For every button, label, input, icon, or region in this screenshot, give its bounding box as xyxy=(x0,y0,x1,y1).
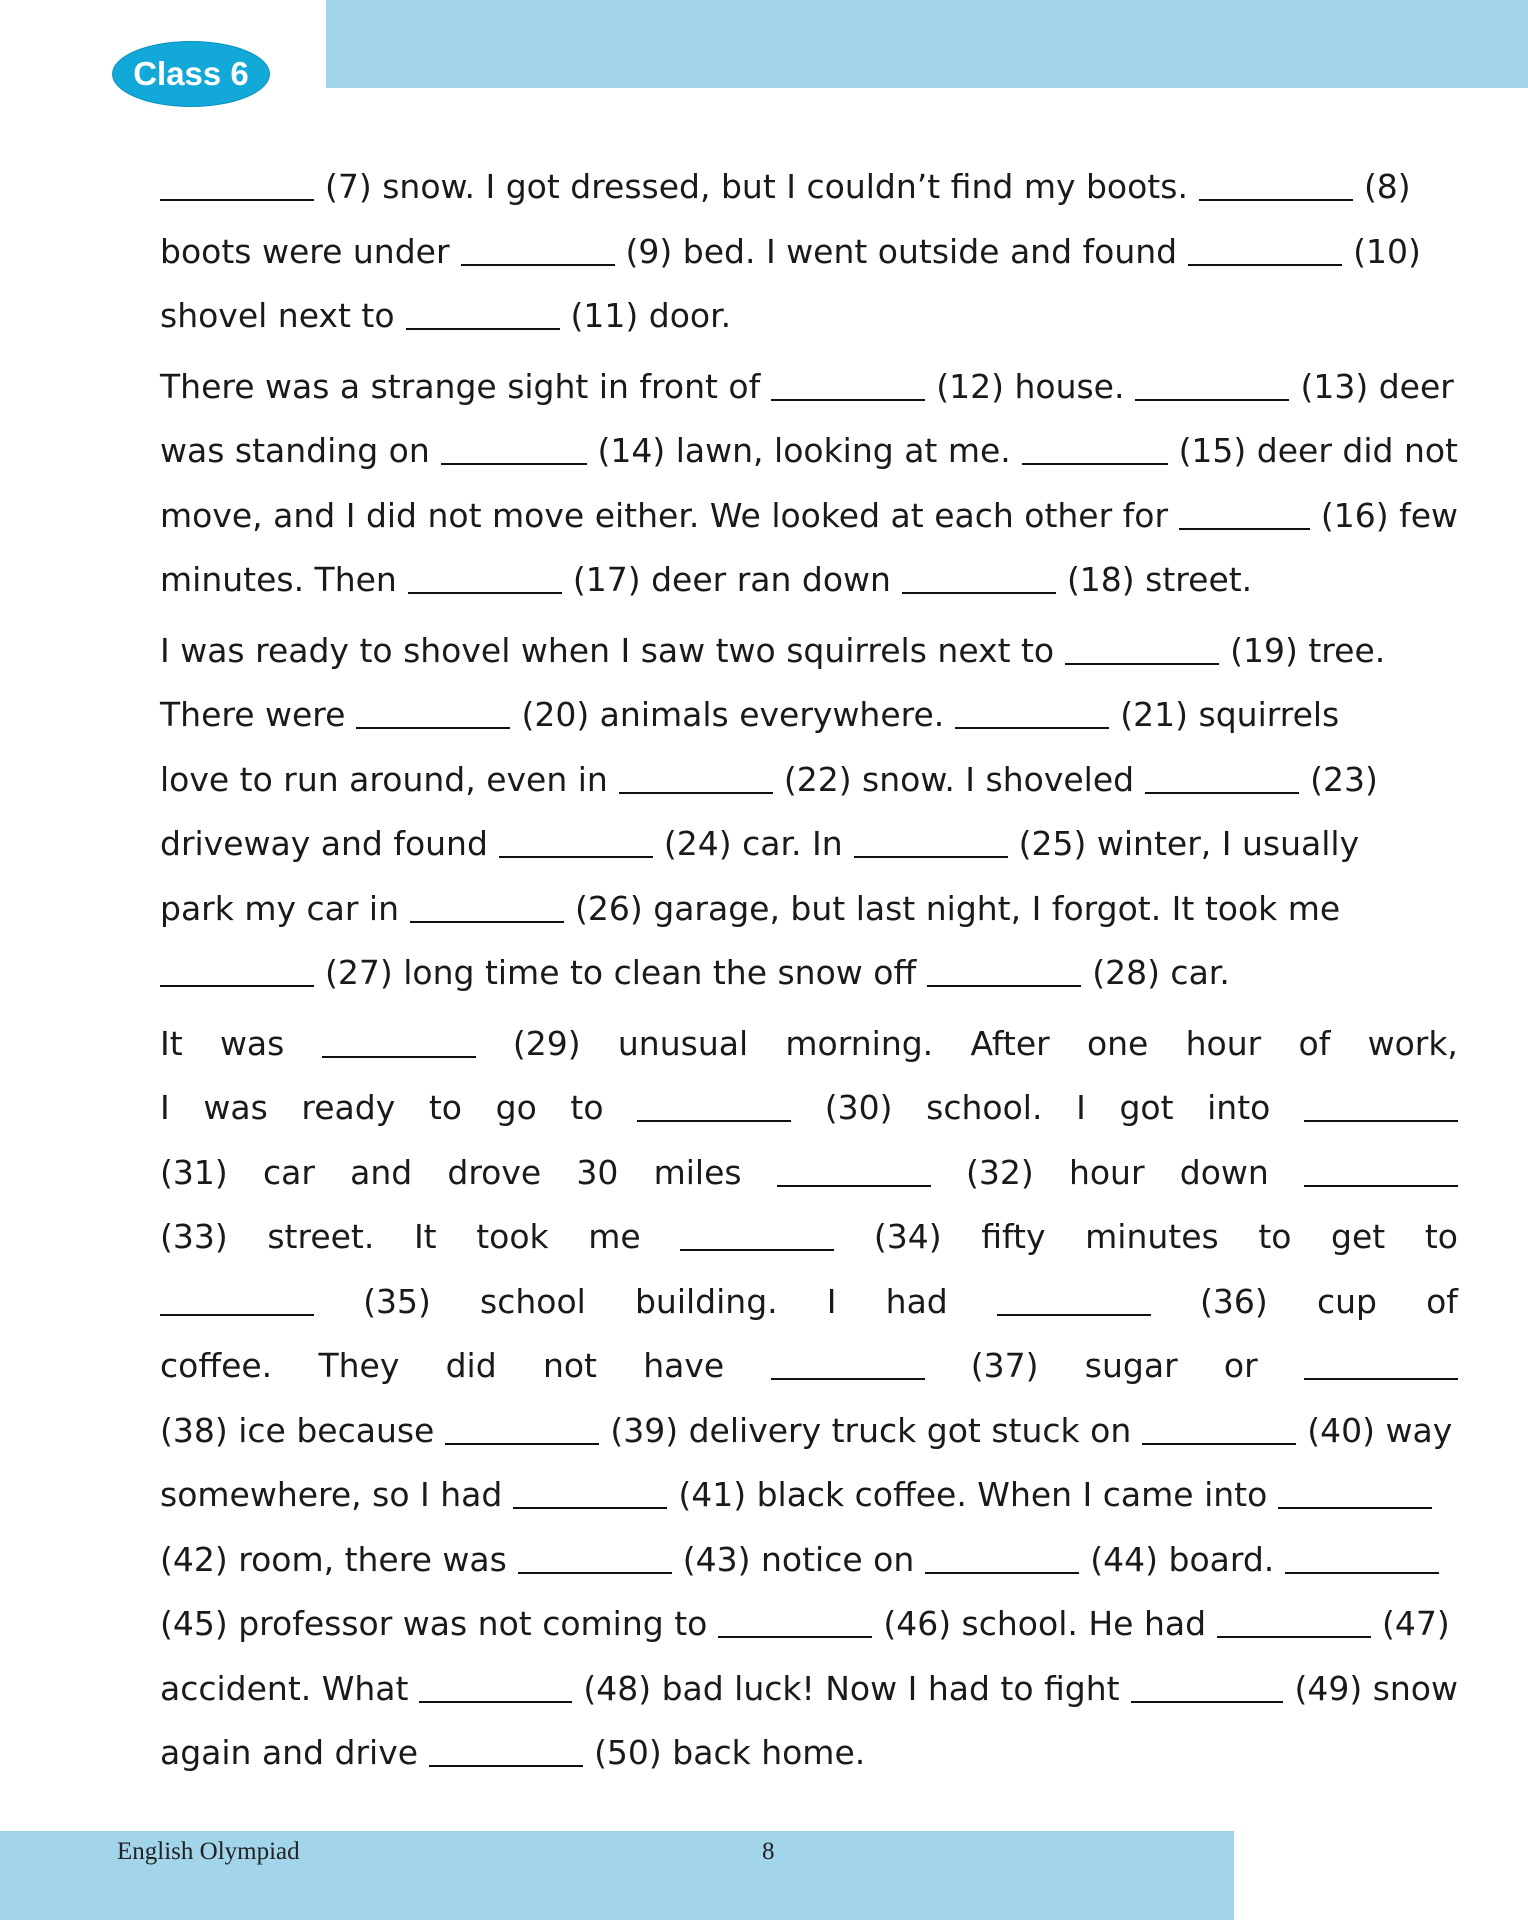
text-segment: cup xyxy=(1316,1281,1377,1321)
text-line xyxy=(160,1592,1458,1657)
answer-blank[interactable] xyxy=(1217,1636,1371,1638)
text-segment: I xyxy=(160,1088,170,1128)
text-segment: (38) ice because xyxy=(160,1410,435,1450)
text-segment: accident. What xyxy=(160,1668,409,1708)
text-segment: (16) few xyxy=(1320,495,1458,535)
paragraph xyxy=(160,355,1458,613)
text-segment: was xyxy=(219,1023,285,1063)
answer-blank[interactable] xyxy=(1022,463,1168,465)
text-segment: (43) notice on xyxy=(682,1539,915,1579)
text-segment: fifty xyxy=(981,1217,1046,1257)
text-line xyxy=(160,1141,1458,1206)
text-segment: (18) street. xyxy=(1066,560,1253,600)
text-segment: school xyxy=(480,1281,586,1321)
text-line xyxy=(160,877,1458,942)
text-segment: (25) winter, I usually xyxy=(1018,824,1360,864)
answer-blank[interactable] xyxy=(854,856,1008,858)
answer-blank[interactable] xyxy=(160,1314,314,1316)
text-segment: (22) snow. I shoveled xyxy=(783,759,1135,799)
text-segment: I xyxy=(826,1281,837,1321)
answer-blank[interactable] xyxy=(410,921,564,923)
answer-blank[interactable] xyxy=(1179,528,1310,530)
text-segment: somewhere, so I had xyxy=(160,1475,503,1515)
answer-blank[interactable] xyxy=(419,1701,572,1703)
text-segment: (32) xyxy=(966,1152,1034,1192)
text-line xyxy=(160,1076,1458,1141)
paragraph xyxy=(160,619,1458,1006)
text-segment: (12) house. xyxy=(936,366,1125,406)
answer-blank[interactable] xyxy=(1304,1185,1458,1187)
text-segment: (26) garage, but last night, I forgot. It took me xyxy=(575,888,1341,928)
text-segment: was standing on xyxy=(160,431,430,471)
text-segment: There were xyxy=(160,695,346,735)
answer-blank[interactable] xyxy=(777,1185,931,1187)
text-segment: driveway and found xyxy=(160,824,488,864)
text-line xyxy=(160,419,1458,484)
answer-blank[interactable] xyxy=(637,1120,791,1122)
text-segment: (47) xyxy=(1382,1604,1450,1644)
answer-blank[interactable] xyxy=(499,856,653,858)
text-segment: work, xyxy=(1367,1023,1458,1063)
answer-blank[interactable] xyxy=(1131,1701,1284,1703)
answer-blank[interactable] xyxy=(927,985,1081,987)
text-segment: building. xyxy=(634,1281,778,1321)
text-segment: (10) xyxy=(1353,231,1421,271)
text-segment: to xyxy=(1258,1217,1292,1257)
text-segment: ready xyxy=(301,1088,396,1128)
text-segment: got xyxy=(1119,1088,1174,1128)
text-line xyxy=(160,155,1458,220)
text-segment: minutes. Then xyxy=(160,560,397,600)
text-line xyxy=(160,1012,1458,1077)
text-segment: (35) xyxy=(363,1281,431,1321)
text-line xyxy=(160,1528,1458,1593)
text-segment: (45) professor was not coming to xyxy=(160,1604,708,1644)
answer-blank[interactable] xyxy=(445,1443,599,1445)
text-segment: street. xyxy=(267,1217,375,1257)
answer-blank[interactable] xyxy=(356,727,510,729)
answer-blank[interactable] xyxy=(518,1572,672,1574)
text-segment: (36) xyxy=(1200,1281,1268,1321)
text-line xyxy=(160,1205,1458,1270)
text-segment: (49) snow xyxy=(1294,1668,1458,1708)
text-segment: car xyxy=(262,1152,315,1192)
page-number: 8 xyxy=(762,1838,775,1865)
text-segment: (13) deer xyxy=(1300,366,1454,406)
text-segment: boots were under xyxy=(160,231,450,271)
text-segment: down xyxy=(1179,1152,1269,1192)
text-segment: (30) xyxy=(824,1088,893,1128)
answer-blank[interactable] xyxy=(771,399,925,401)
answer-blank[interactable] xyxy=(771,1378,925,1380)
answer-blank[interactable] xyxy=(1199,199,1353,201)
answer-blank[interactable] xyxy=(925,1572,1079,1574)
text-segment: minutes xyxy=(1085,1217,1219,1257)
text-segment: to xyxy=(1424,1217,1458,1257)
text-segment: (15) deer did not xyxy=(1178,431,1458,471)
text-segment: love to run around, even in xyxy=(160,759,608,799)
answer-blank[interactable] xyxy=(160,985,314,987)
text-segment: (17) deer ran down xyxy=(572,560,891,600)
text-segment: (28) car. xyxy=(1092,953,1230,993)
text-segment: (42) room, there was xyxy=(160,1539,507,1579)
answer-blank[interactable] xyxy=(955,727,1109,729)
text-segment: (23) xyxy=(1310,759,1378,799)
answer-blank[interactable] xyxy=(322,1056,476,1058)
text-segment: (21) squirrels xyxy=(1120,695,1340,735)
text-segment: go xyxy=(495,1088,537,1128)
class-badge: Class 6 xyxy=(112,41,270,107)
text-segment: (27) long time to clean the snow off xyxy=(325,953,917,993)
text-segment: There was a strange sight in front of xyxy=(160,366,761,406)
answer-blank[interactable] xyxy=(1278,1507,1432,1509)
text-segment: hour xyxy=(1185,1023,1262,1063)
paragraph xyxy=(160,1012,1458,1786)
answer-blank[interactable] xyxy=(680,1249,834,1251)
text-line xyxy=(160,812,1458,877)
text-segment: had xyxy=(885,1281,948,1321)
answer-blank[interactable] xyxy=(1304,1378,1458,1380)
answer-blank[interactable] xyxy=(1135,399,1289,401)
text-segment: miles xyxy=(653,1152,742,1192)
text-segment: (40) way xyxy=(1307,1410,1453,1450)
text-line xyxy=(160,619,1458,684)
text-segment: of xyxy=(1426,1281,1458,1321)
text-segment: not xyxy=(542,1346,597,1386)
text-line xyxy=(160,1657,1458,1722)
text-segment: (24) car. In xyxy=(663,824,843,864)
answer-blank[interactable] xyxy=(718,1636,872,1638)
text-line xyxy=(160,683,1458,748)
text-line xyxy=(160,1721,1458,1786)
text-segment: (20) animals everywhere. xyxy=(521,695,945,735)
answer-blank[interactable] xyxy=(461,264,615,266)
text-segment: (31) xyxy=(160,1152,228,1192)
text-segment: coffee. xyxy=(160,1346,273,1386)
text-segment: It xyxy=(160,1023,183,1063)
text-segment: (14) lawn, looking at me. xyxy=(597,431,1011,471)
text-line xyxy=(160,220,1458,285)
header-bar xyxy=(326,0,1528,88)
text-line xyxy=(160,748,1458,813)
text-line xyxy=(160,1334,1458,1399)
text-segment: me xyxy=(588,1217,641,1257)
text-segment: move, and I did not move either. We looked at each other for xyxy=(160,495,1169,535)
text-line xyxy=(160,484,1458,549)
answer-blank[interactable] xyxy=(1065,663,1219,665)
answer-blank[interactable] xyxy=(1304,1120,1458,1122)
text-segment: was xyxy=(203,1088,268,1128)
text-segment: (50) back home. xyxy=(594,1733,866,1773)
text-segment: (48) bad luck! Now I had to fight xyxy=(583,1668,1120,1708)
text-segment: took xyxy=(476,1217,549,1257)
text-segment: (29) xyxy=(512,1023,581,1063)
answer-blank[interactable] xyxy=(1142,1443,1296,1445)
text-segment: (44) board. xyxy=(1090,1539,1275,1579)
passage xyxy=(160,155,1458,1792)
text-segment: drove xyxy=(447,1152,542,1192)
answer-blank[interactable] xyxy=(902,592,1056,594)
text-segment: (33) xyxy=(160,1217,228,1257)
answer-blank[interactable] xyxy=(160,199,314,201)
text-line xyxy=(160,1399,1458,1464)
text-segment: again and drive xyxy=(160,1733,419,1773)
text-segment: sugar xyxy=(1084,1346,1178,1386)
text-segment: (46) school. He had xyxy=(883,1604,1207,1644)
answer-blank[interactable] xyxy=(408,592,562,594)
text-segment: park my car in xyxy=(160,888,400,928)
text-segment: of xyxy=(1298,1023,1331,1063)
text-segment: did xyxy=(445,1346,497,1386)
text-line xyxy=(160,355,1458,420)
text-segment: (41) black coffee. When I came into xyxy=(678,1475,1268,1515)
text-segment: It xyxy=(413,1217,437,1257)
text-segment: (8) xyxy=(1363,167,1411,207)
answer-blank[interactable] xyxy=(1145,792,1299,794)
text-segment: (34) xyxy=(873,1217,942,1257)
text-line xyxy=(160,1463,1458,1528)
text-segment: one xyxy=(1086,1023,1149,1063)
answer-blank[interactable] xyxy=(441,463,587,465)
text-line xyxy=(160,284,1458,349)
text-segment: I xyxy=(1076,1088,1086,1128)
answer-blank[interactable] xyxy=(619,792,773,794)
answer-blank[interactable] xyxy=(1188,264,1342,266)
text-segment: to xyxy=(570,1088,604,1128)
text-segment: school. xyxy=(926,1088,1043,1128)
text-segment: to xyxy=(428,1088,462,1128)
text-segment: (39) delivery truck got stuck on xyxy=(610,1410,1132,1450)
text-segment: shovel next to xyxy=(160,296,395,336)
text-segment: and xyxy=(350,1152,413,1192)
text-segment: get xyxy=(1331,1217,1386,1257)
text-segment: (11) door. xyxy=(570,296,732,336)
answer-blank[interactable] xyxy=(406,328,560,330)
answer-blank[interactable] xyxy=(429,1765,583,1767)
answer-blank[interactable] xyxy=(1285,1572,1439,1574)
footer-title: English Olympiad xyxy=(117,1838,300,1865)
text-segment: I was ready to shovel when I saw two squirrels next to xyxy=(160,630,1055,670)
text-segment: They xyxy=(318,1346,400,1386)
text-segment: 30 xyxy=(576,1152,619,1192)
text-segment: or xyxy=(1223,1346,1258,1386)
text-segment: (37) xyxy=(970,1346,1039,1386)
text-segment: into xyxy=(1207,1088,1271,1128)
text-segment: (9) bed. I went outside and found xyxy=(625,231,1178,271)
text-segment: hour xyxy=(1068,1152,1145,1192)
paragraph xyxy=(160,155,1458,349)
text-segment: have xyxy=(643,1346,725,1386)
answer-blank[interactable] xyxy=(513,1507,667,1509)
text-segment: After xyxy=(970,1023,1050,1063)
text-line xyxy=(160,1270,1458,1335)
text-segment: unusual xyxy=(617,1023,749,1063)
answer-blank[interactable] xyxy=(997,1314,1151,1316)
text-line xyxy=(160,548,1458,613)
text-segment: (19) tree. xyxy=(1230,630,1386,670)
text-segment: morning. xyxy=(785,1023,934,1063)
text-segment: (7) snow. I got dressed, but I couldn’t find my boots. xyxy=(325,167,1188,207)
text-line xyxy=(160,941,1458,1006)
